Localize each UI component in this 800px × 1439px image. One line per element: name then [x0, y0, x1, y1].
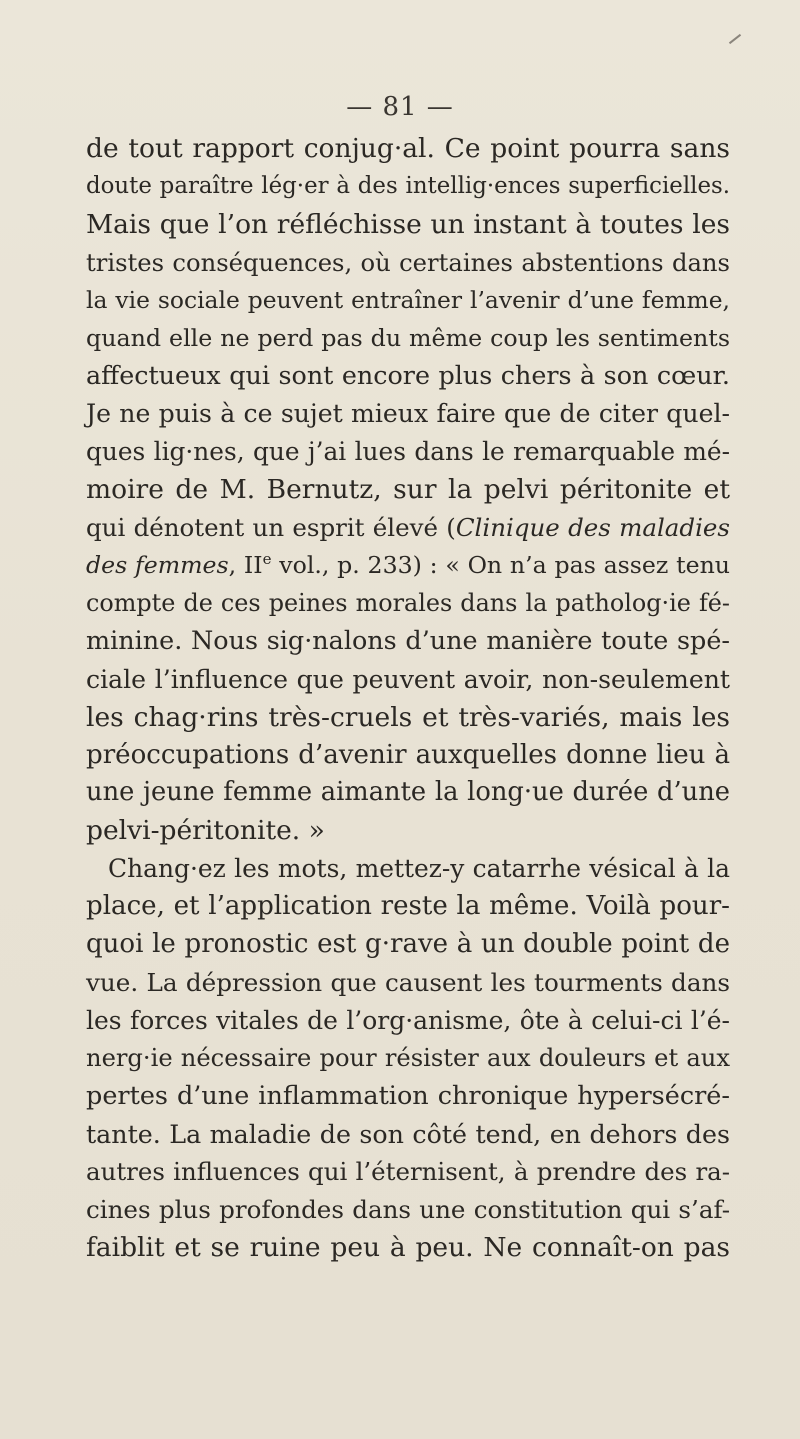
- text-line: quoi le pronostic est g·rave à un double point de: [86, 929, 730, 960]
- text-fragment: qui dénotent un esprit élevé (: [86, 513, 456, 543]
- text-fragment: vol., p. 233) : « On n’a pas assez tenu: [271, 550, 731, 579]
- text-line: moire de M. Bernutz, sur la pelvi péritonite et: [86, 474, 730, 506]
- text-line: Mais que l’on réfléchisse un instant à toutes les: [86, 208, 730, 240]
- text-line: tristes conséquences, où certaines abstentions dans: [86, 247, 730, 277]
- text-line: nerg·ie nécessaire pour résister aux douleurs et aux: [86, 1043, 730, 1072]
- text-line: autres influences qui l’éternisent, à prendre des ra-: [86, 1157, 730, 1187]
- text-line: faiblit et se ruine peu à peu. Ne connaît-on pas: [86, 1232, 730, 1264]
- text-line-citation: [86, 547, 730, 585]
- text-line: Je ne puis à ce sujet mieux faire que de citer quel-: [86, 399, 730, 429]
- book-title-italic: Clinique des maladies: [455, 513, 730, 543]
- text-fragment: , II: [228, 550, 263, 579]
- text-line: une jeune femme aimante la long·ue durée d’une: [86, 777, 730, 808]
- text-line: cines plus profondes dans une constitution qui s’af-: [86, 1195, 730, 1225]
- book-title-italic: des femmes: [86, 550, 229, 579]
- text-line: quand elle ne perd pas du même coup les sentiments: [86, 323, 730, 352]
- text-line: ques lig·nes, que j’ai lues dans le remarquable mé-: [86, 437, 730, 467]
- text-line: préoccupations d’avenir auxquelles donne lieu à: [86, 739, 730, 770]
- text-line: affectueux qui sont encore plus chers à son cœur.: [86, 360, 730, 391]
- text-line: tante. La maladie de son côté tend, en dehors des: [86, 1118, 730, 1149]
- text-line: place, et l’application reste la même. Voilà pour-: [86, 891, 730, 922]
- text-line-citation: [86, 509, 730, 547]
- text-line: compte de ces peines morales dans la patholog·ie fé-: [86, 588, 730, 617]
- text-line: ciale l’influence que peuvent avoir, non-seulement: [86, 664, 730, 694]
- text-line: minine. Nous sig·nalons d’une manière toute spé-: [86, 625, 730, 656]
- body-text: [86, 130, 730, 1267]
- text-line: la vie sociale peuvent entraîner l’avenir d’une femme,: [86, 285, 730, 314]
- text-line: les forces vitales de l’org·anisme, ôte à celui-ci l’é-: [86, 1005, 730, 1035]
- text-line: doute paraître lég·er à des intellig·ences superficielles.: [86, 172, 730, 199]
- text-line: vue. La dépression que causent les tourments dans: [86, 967, 730, 997]
- text-line: pertes d’une inflammation chronique hypersécré-: [86, 1080, 730, 1111]
- text-line: pelvi-péritonite. »: [86, 815, 325, 847]
- page-number: — 81 —: [346, 92, 454, 122]
- superscript: e: [262, 549, 272, 568]
- text-line: de tout rapport conjug·al. Ce point pourra sans: [86, 133, 730, 164]
- pencil-mark: [729, 34, 741, 44]
- text-line-paragraph-start: Chang·ez les mots, mettez-y catarrhe vésical à la: [108, 854, 730, 884]
- text-line: les chag·rins très-cruels et très-variés, mais les: [86, 701, 730, 733]
